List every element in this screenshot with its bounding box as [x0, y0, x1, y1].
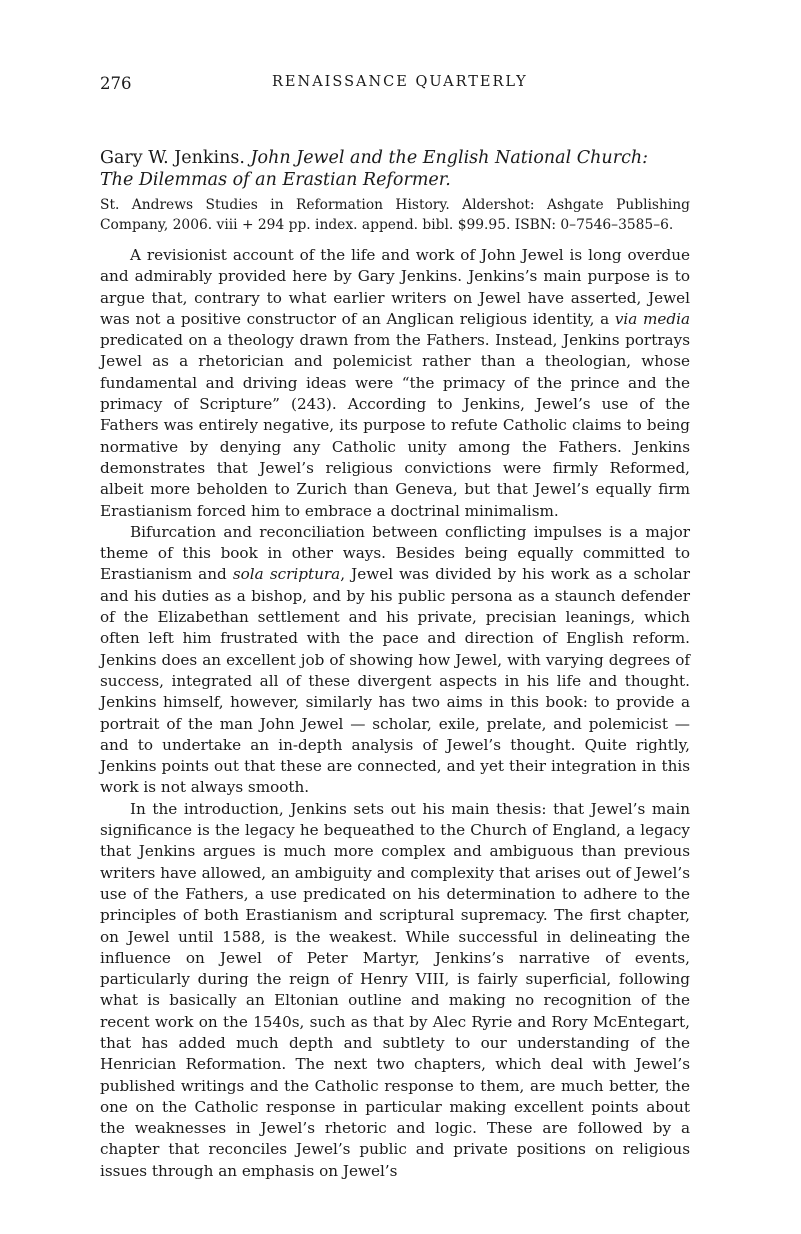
publication-info-line-2: 2006. viii + 294 pp. index. append. bibl. $99.95. ISBN: 0–7546–3585–6. [172, 217, 674, 233]
review-heading [100, 147, 690, 235]
publication-info [100, 195, 690, 235]
page-number: 276 [100, 74, 132, 93]
paragraph-2 [100, 522, 690, 799]
paragraph-1-part-a: A revisionist account of the life and work of John Jewel is long overdue and admirably provided here by Gary Jenkins. Jenkins’s main purpose is to argue that, contrary to what earlier writers on Jewel have asserted, Jewel was not a positive constructor of an Anglican religious identity, a [100, 246, 690, 328]
book-title-part-1: John Jewel and the English National Church: [250, 148, 649, 168]
review-author: Gary W. Jenkins. [100, 148, 245, 168]
running-head [100, 74, 690, 96]
journal-title: RENAISSANCE QUARTERLY [272, 74, 528, 90]
review-body [100, 245, 690, 1182]
paragraph-1-italic: via media [614, 309, 690, 328]
paragraph-3: In the introduction, Jenkins sets out his main thesis: that Jewel’s main significance is the legacy he bequeathed to the Church of England, a legacy that Jenkins argues is much more complex and ambiguous than previous writers have allowed, an ambiguity and complexity that arises out of Jewel’s use of the Fathers, a use predicated on his determination to adhere to the principles of both Erastianism and scriptural supremacy. The first chapter, on Jewel until 1588, is the weakest. While successful in delineating the influence on Jewel of Peter Martyr, Jenkins’s narrative of events, particularly during the reign of Henry VIII, is fairly superficial, following what is basically an Eltonian outline and making no recognition of the recent work on the 1540s, such as that by Alec Ryrie and Rory McEntegart, that has added much depth and subtlety to our understanding of the Henrician Reformation. The next two chapters, which deal with Jewel’s published writings and the Catholic response to them, are much better, the one on the Catholic response in particular making excellent points about the weaknesses in Jewel’s rhetoric and logic. These are followed by a chapter that reconciles Jewel’s public and private positions on religious issues through an emphasis on Jewel’s [100, 799, 690, 1180]
book-title-part-2: The Dilemmas of an Erastian Reformer. [100, 170, 451, 190]
paragraph-2-part-b: , Jewel was divided by his work as a scholar and his duties as a bishop, and by his public persona as a staunch defender of the Elizabethan settlement and his private, precisian leanings, which often left him frustrated with the pace and direction of English reform. Jenkins does an excellent job of showing how Jewel, with varying degrees of success, integrated all of these divergent aspects in his life and thought. Jenkins himself, however, similarly has two aims in this book: to provide a portrait of the man John Jewel — scholar, exile, prelate, and polemicist — and to undertake an in-depth analysis of Jewel’s thought. Quite rightly, Jenkins points out that these are connected, and yet their integration in this work is not always smooth. [100, 565, 690, 797]
paragraph-2-italic: sola scriptura [232, 565, 341, 584]
paragraph-2-part-a: Bifurcation and reconciliation between conflicting impulses is a major theme of this book in other ways. Besides being equally committed to Erastianism and [100, 522, 690, 584]
paragraph-1 [100, 245, 690, 522]
review-citation-line-1 [100, 147, 690, 169]
publication-info-line-1: St. Andrews Studies in Reformation History. Aldershot: Ashgate Publishing Company, [100, 197, 690, 233]
paragraph-1-part-b: predicated on a theology drawn from the Fathers. Instead, Jenkins portrays Jewel as a rhetorician and polemicist rather than a theologian, whose fundamental and driving ideas were “the primacy of the prince and the primacy of Scripture” (243). According to Jenkins, Jewel’s use of the Fathers was entirely negative, its purpose to refute Catholic claims to being normative by denying any Catholic unity among the Fathers. Jenkins demonstrates that Jewel’s religious convictions were firmly Reformed, albeit more beholden to Zurich than Geneva, but that Jewel’s equally firm Erastianism forced him to embrace a doctrinal minimalism. [100, 331, 690, 520]
